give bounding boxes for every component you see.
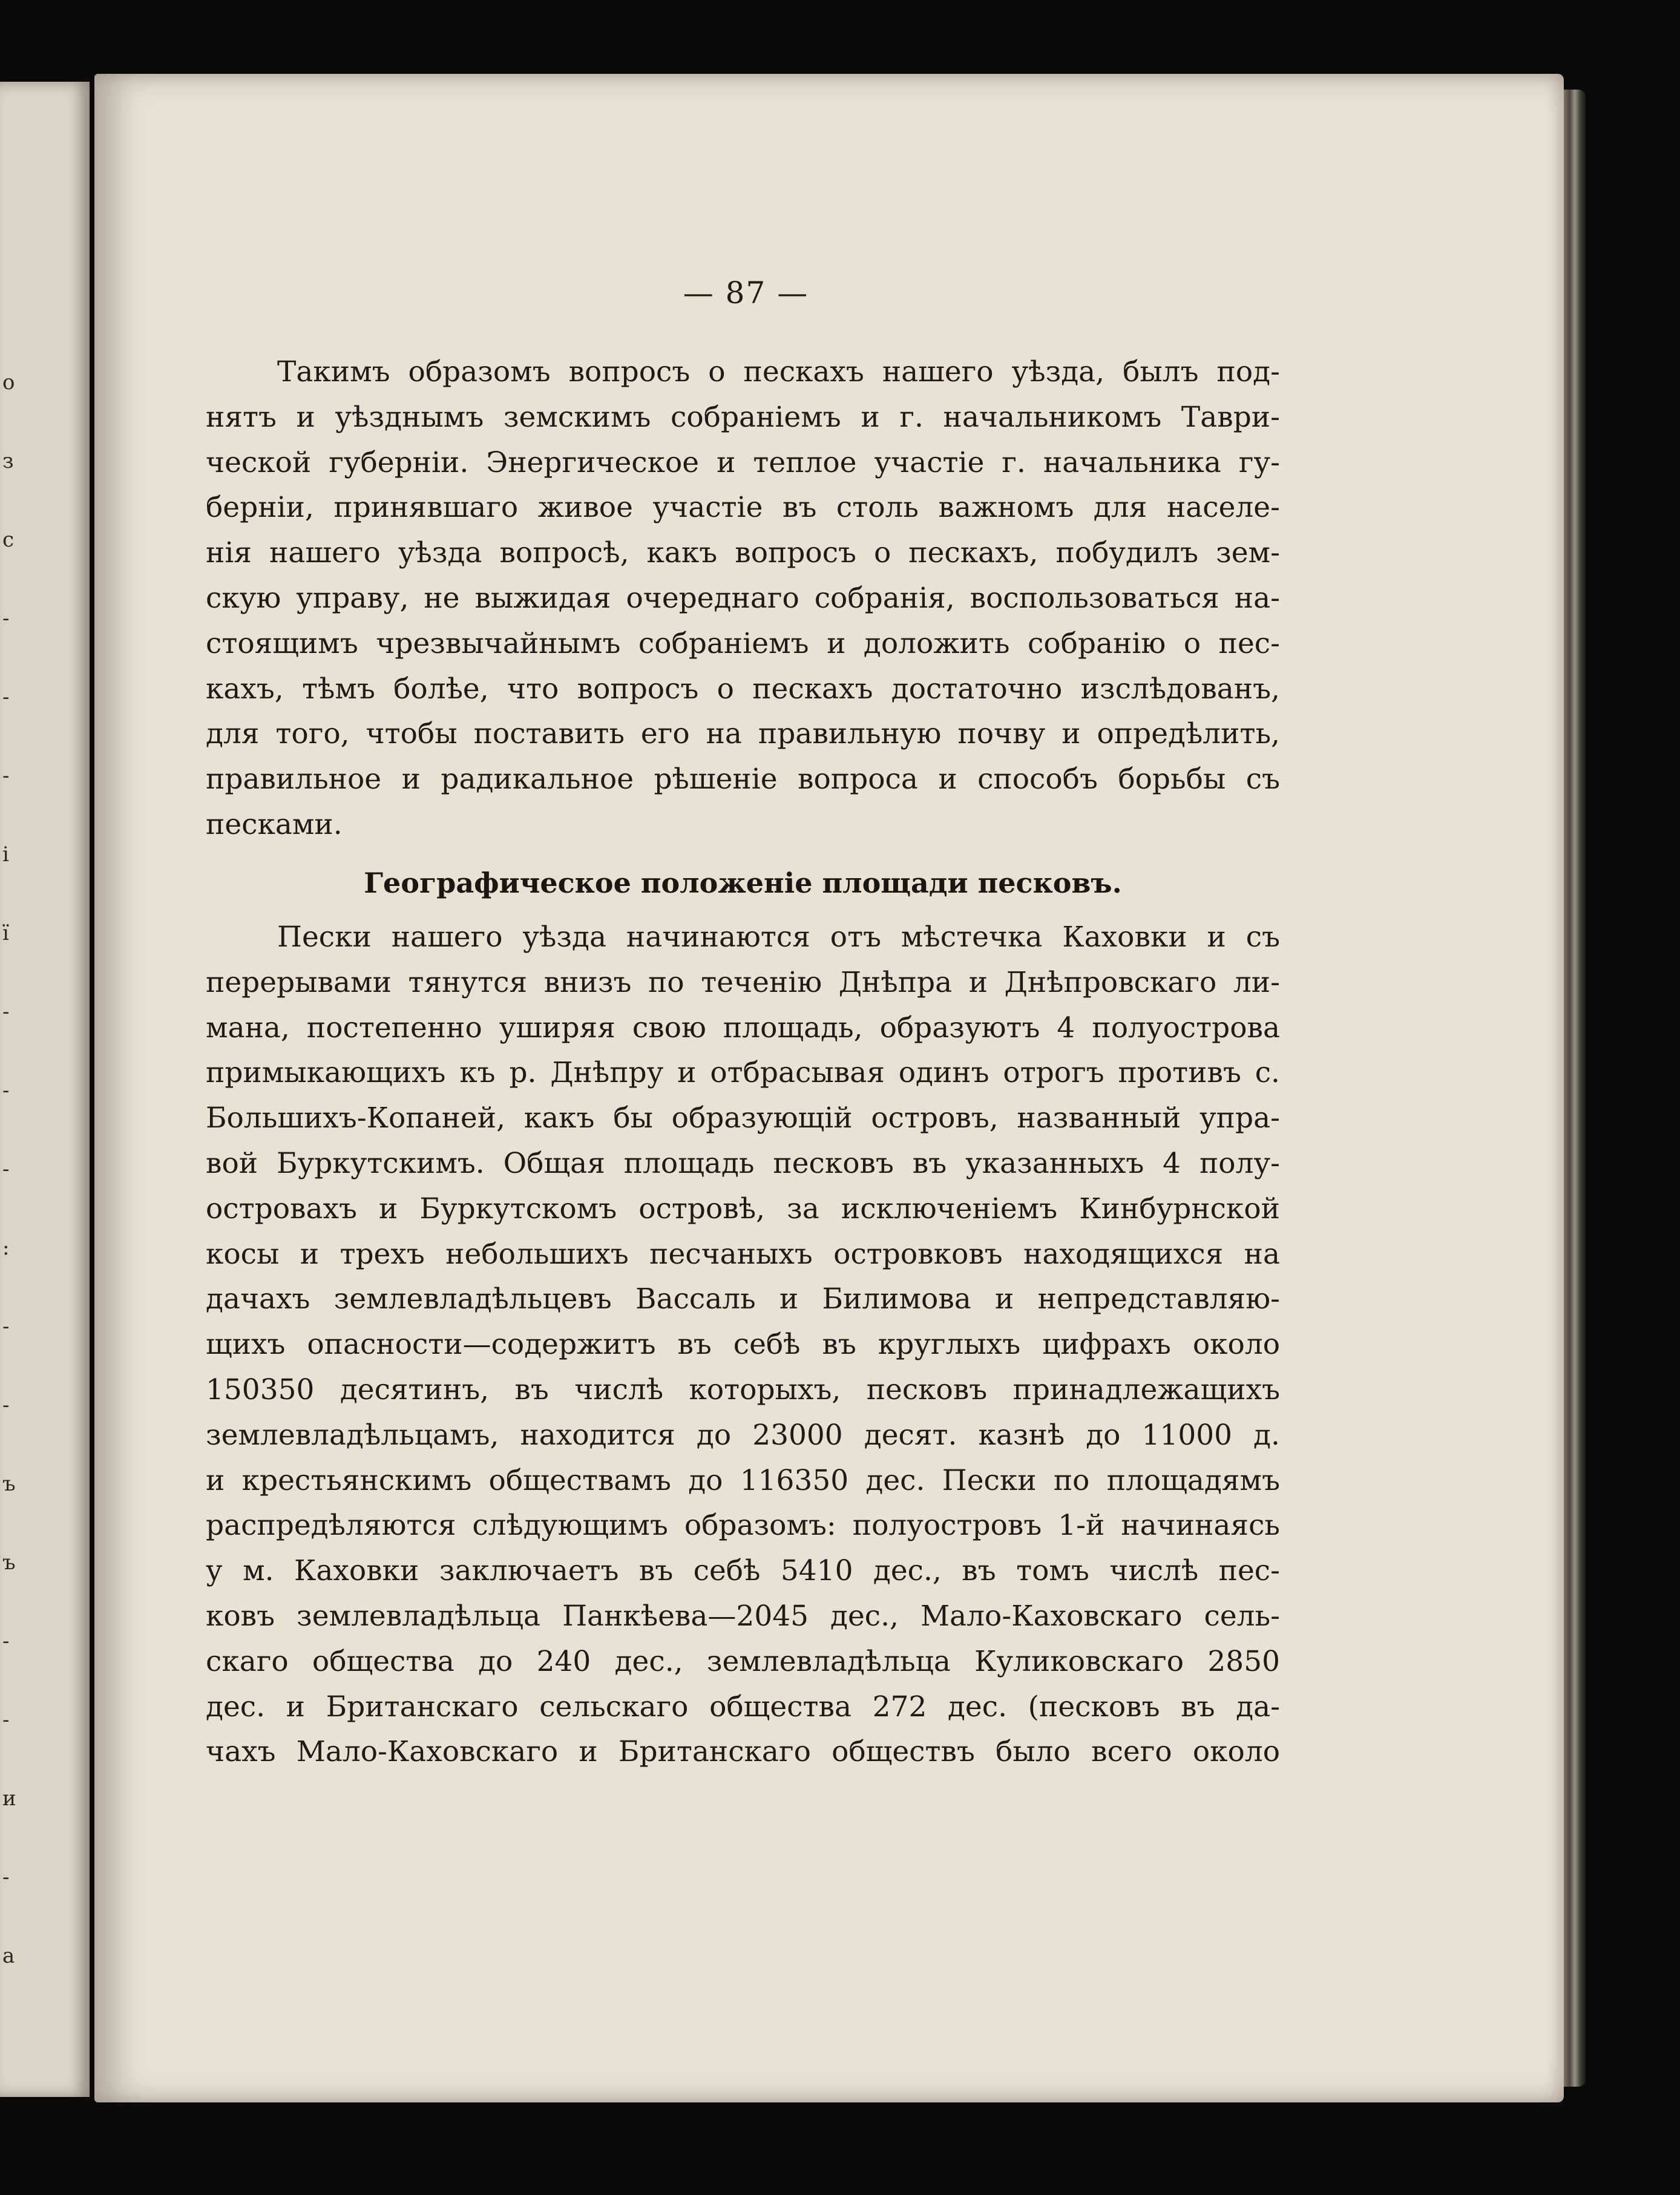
text-line: перерывами тянутся внизъ по теченію Днѣпра и Днѣпровскаго ли- [206,965,1280,999]
text-line: Пески нашего уѣзда начинаются отъ мѣстечка Каховки и съ [277,920,1280,954]
text-line: островахъ и Буркутскомъ островѣ, за исключеніемъ Кинбурнской [206,1192,1280,1225]
text-line: распредѣляются слѣдующимъ образомъ: полуостровъ 1-й начинаясь [206,1509,1280,1543]
text-line: чахъ Мало-Каховскаго и Британскаго обществъ было всего около [206,1735,1280,1769]
facing-page-margin-mark: з [2,449,14,473]
facing-page-margin-mark: - [2,1393,10,1417]
facing-page-margin-mark: ъ [2,1550,16,1575]
facing-page-edge [0,82,90,2097]
text-line: стоящимъ чрезвычайнымъ собраніемъ и доложить собранію о пес- [206,626,1280,660]
facing-page-margin-mark: ї [2,921,9,945]
text-line: косы и трехъ небольшихъ песчаныхъ островковъ находящихся на [206,1237,1280,1271]
facing-page-margin-mark: - [2,1865,10,1889]
page-stack-edge [1561,90,1586,2087]
text-line: для того, чтобы поставить его на правильную почву и опредѣлить, [206,717,1280,751]
text-line: землевладѣльцамъ, находится до 23000 десят. казнѣ до 11000 д. [206,1418,1280,1452]
facing-page-margin-mark: о [2,370,15,395]
text-line: скую управу, не выжидая очереднаго собранія, воспользоваться на- [206,581,1280,615]
paragraph-1 [206,350,1280,848]
text-line: 150350 десятинъ, въ числѣ которыхъ, песковъ принадлежащихъ [206,1373,1280,1406]
text-line: ческой губерніи. Энергическое и теплое участіе г. начальника гу- [206,445,1280,479]
text-line: правильное и радикальное рѣшеніе вопроса и способъ борьбы съ [206,763,1280,796]
facing-page-margin-mark: и [2,1787,16,1811]
facing-page-margin-mark: - [2,1157,10,1181]
text-line: дес. и Британскаго сельскаго общества 272 дес. (песковъ въ да- [206,1690,1280,1724]
facing-page-margin-mark: - [2,606,10,631]
page-number: — 87 — [683,275,809,310]
text-line: песками. [206,807,343,841]
text-line: нія нашего уѣзда вопросѣ, какъ вопросъ о пескахъ, побудилъ зем- [206,536,1280,570]
text-line: берніи, принявшаго живое участіе въ столь важномъ для населе- [206,491,1280,525]
text-line: вой Буркутскимъ. Общая площадь песковъ въ указанныхъ 4 полу- [206,1146,1280,1180]
text-line: нятъ и уѣзднымъ земскимъ собраніемъ и г. начальникомъ Таври- [206,400,1280,434]
facing-page-margin-mark: ъ [2,1472,16,1496]
facing-page-margin-mark: а [2,1944,15,1968]
facing-page-margin-mark: - [2,764,10,788]
text-line: дачахъ землевладѣльцевъ Вассаль и Билимова и непредставляю- [206,1282,1280,1316]
facing-page-margin-mark: - [2,1078,10,1103]
facing-page-margin-mark: і [2,842,9,867]
text-line: ковъ землевладѣльца Панкѣева—2045 дес., Мало-Каховскаго сель- [206,1599,1280,1633]
text-line: мана, постепенно уширяя свою площадь, образуютъ 4 полуострова [206,1011,1280,1045]
text-line: у м. Каховки заключаетъ въ себѣ 5410 дес., въ томъ числѣ пес- [206,1554,1280,1588]
text-line: примыкающихъ къ р. Днѣпру и отбрасывая одинъ отрогъ противъ с. [206,1056,1280,1090]
facing-page-margin-mark: - [2,685,10,709]
text-line: Большихъ-Копаней, какъ бы образующій островъ, названный упра- [206,1101,1280,1135]
section-heading: Географическое положеніе площади песковъ. [364,867,1122,899]
text-line: и крестьянскимъ обществамъ до 116350 дес. Пески по площадямъ [206,1463,1280,1497]
text-line: щихъ опасности—содержитъ въ себѣ въ круглыхъ цифрахъ около [206,1328,1280,1362]
facing-page-margin-mark: - [2,1314,10,1339]
facing-page-margin-mark: : [2,1236,10,1260]
facing-page-margin-mark: - [2,1629,10,1653]
paragraph-2 [206,915,1280,1775]
text-line: кахъ, тѣмъ болѣе, что вопросъ о пескахъ достаточно изслѣдованъ, [206,672,1280,706]
facing-page-margin-mark: - [2,1708,10,1732]
facing-page-margin-mark: - [2,1000,10,1024]
text-line: скаго общества до 240 дес., землевладѣльца Куликовскаго 2850 [206,1644,1280,1678]
facing-page-margin-mark: с [2,528,15,552]
text-line: Такимъ образомъ вопросъ о пескахъ нашего уѣзда, былъ под- [277,355,1280,389]
